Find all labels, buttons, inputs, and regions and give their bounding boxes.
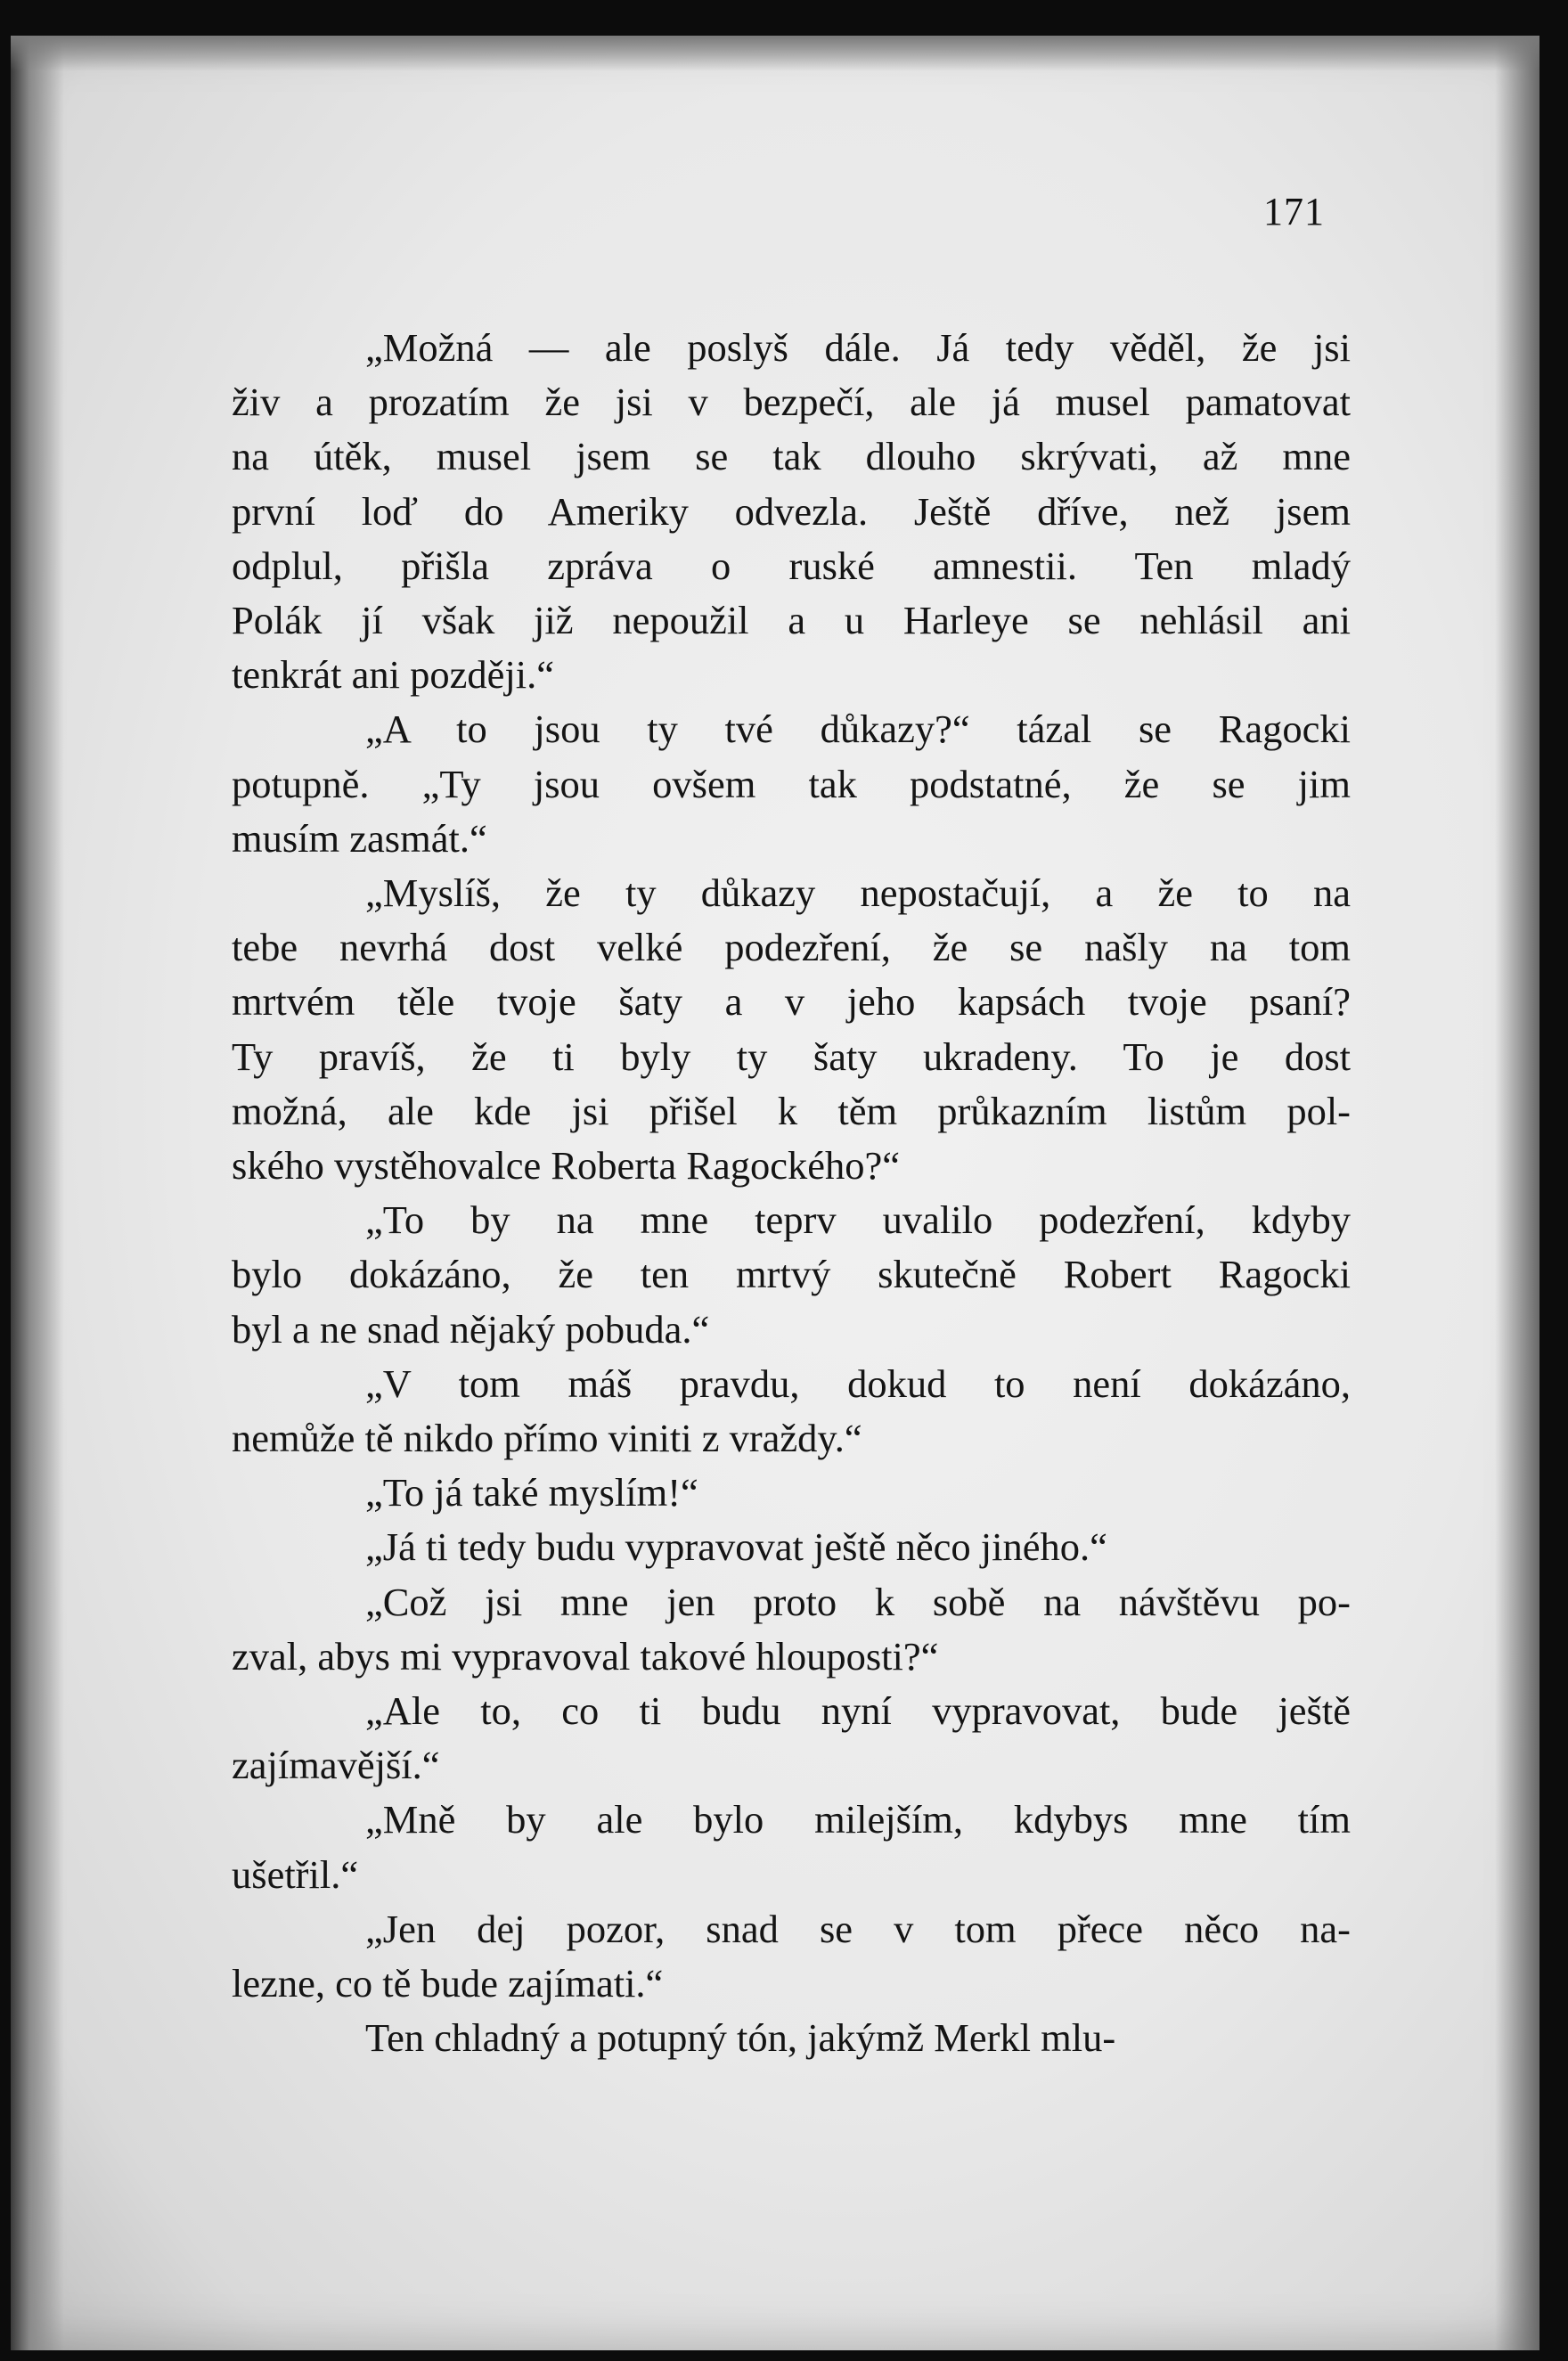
page-top-shadow — [11, 36, 1539, 71]
text-line: „Mně by ale bylo milejším, kdybys mne tím — [365, 1797, 1351, 1842]
text-line: zajímavější.“ — [232, 1743, 440, 1788]
text-line: Ty pravíš, že ti byly ty šaty ukradeny. To je dost — [232, 1033, 1351, 1079]
text-line: „Jen dej pozor, snad se v tom přece něco na- — [365, 1906, 1351, 1951]
paragraph — [232, 1684, 1351, 1793]
paragraph — [232, 1520, 1351, 1574]
paragraph — [232, 702, 1351, 866]
paragraph — [232, 866, 1351, 1193]
text-line: „Což jsi mne jen proto k sobě na návštěvu po- — [365, 1579, 1351, 1624]
text-line: „V tom máš pravdu, dokud to není dokázáno, — [365, 1360, 1351, 1406]
page-number: 171 — [1263, 190, 1325, 233]
body-text — [232, 321, 1351, 2066]
text-line: odplul, přišla zpráva o ruské amnestii. Ten mladý — [232, 543, 1351, 588]
text-line: lezne, co tě bude zajímati.“ — [232, 1961, 664, 2006]
text-line: tenkrát ani později.“ — [232, 652, 555, 698]
book-page — [11, 36, 1539, 2350]
text-line: „To já také myslím!“ — [365, 1470, 698, 1515]
text-line: bylo dokázáno, že ten mrtvý skutečně Robert Ragocki — [232, 1252, 1351, 1297]
binding-shadow — [11, 36, 64, 2350]
text-line: „To by na mne teprv uvalilo podezření, kdyby — [365, 1197, 1351, 1243]
paragraph — [232, 1466, 1351, 1520]
text-line: na útěk, musel jsem se tak dlouho skrývati, až mne — [232, 434, 1351, 479]
text-line: byl a ne snad nějaký pobuda.“ — [232, 1306, 710, 1352]
page-edge-shadow — [1495, 36, 1539, 2350]
paragraph — [232, 321, 1351, 702]
text-line: nemůže tě nikdo přímo viniti z vraždy.“ — [232, 1416, 862, 1461]
paragraph — [232, 1793, 1351, 1901]
text-line: Ten chladný a potupný tón, jakýmž Merkl mlu- — [365, 2015, 1116, 2061]
text-line: „Myslíš, že ty důkazy nepostačují, a že to na — [365, 870, 1351, 916]
text-line: „Možná — ale poslyš dále. Já tedy věděl, že jsi — [365, 325, 1351, 370]
text-line: mrtvém těle tvoje šaty a v jeho kapsách tvoje psaní? — [232, 979, 1351, 1025]
text-line: „A to jsou ty tvé důkazy?“ tázal se Ragocki — [365, 707, 1351, 752]
text-line: Polák jí však již nepoužil a u Harleye se nehlásil ani — [232, 598, 1351, 643]
text-line: musím zasmát.“ — [232, 815, 487, 861]
text-line: ušetřil.“ — [232, 1851, 359, 1897]
text-line: potupně. „Ty jsou ovšem tak podstatné, že se jim — [232, 761, 1351, 806]
text-line: „Já ti tedy budu vypravovat ještě něco jiného.“ — [365, 1524, 1107, 1570]
paragraph — [232, 1902, 1351, 2011]
text-line: zval, abys mi vypravoval takové hlouposti?“ — [232, 1633, 939, 1679]
text-line: ského vystěhovalce Roberta Ragockého?“ — [232, 1143, 901, 1189]
paragraph — [232, 2011, 1351, 2065]
paragraph — [232, 1193, 1351, 1357]
paragraph — [232, 1357, 1351, 1466]
text-line: tebe nevrhá dost velké podezření, že se našly na tom — [232, 925, 1351, 970]
text-line: první loď do Ameriky odvezla. Ještě dříve, než jsem — [232, 488, 1351, 534]
text-line: možná, ale kde jsi přišel k těm průkazním listům pol- — [232, 1088, 1351, 1133]
text-line: živ a prozatím že jsi v bezpečí, ale já musel pamatovat — [232, 380, 1351, 425]
paragraph — [232, 1575, 1351, 1684]
text-line: „Ale to, co ti budu nyní vypravovat, bude ještě — [365, 1688, 1351, 1734]
